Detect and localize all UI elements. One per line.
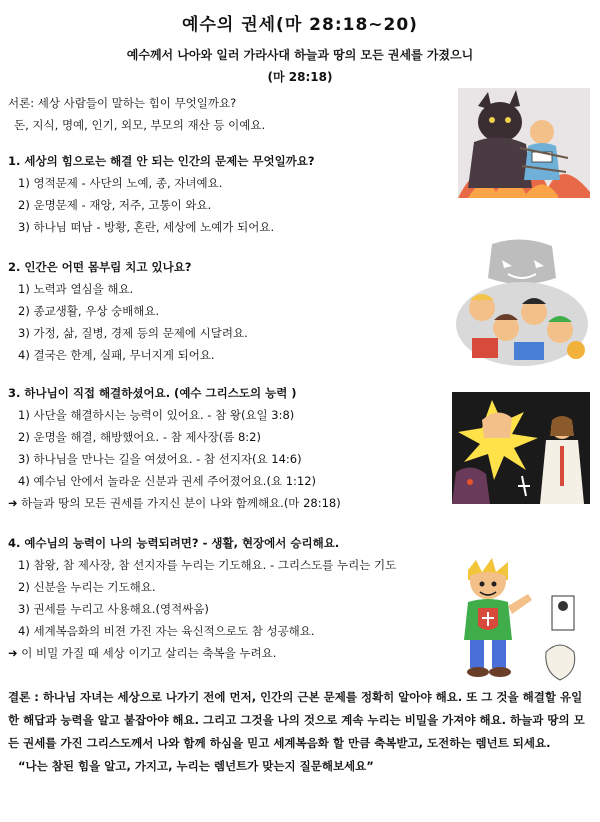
subtitle-line-1: 예수께서 나아와 일러 가라사대 하늘과 땅의 모든 권세를 가졌으니 <box>126 48 474 62</box>
victorious-boy-illustration <box>448 556 590 688</box>
list-item: 1) 참왕, 참 제사장, 참 선지자를 누리는 기도해요. - 그리스도를 누리는 기도 <box>18 558 397 572</box>
section-2-heading: 2. 인간은 어떤 몸부림 치고 있나요? <box>8 260 192 274</box>
list-item: 2) 종교생활, 우상 숭배해요. <box>18 304 160 318</box>
conclusion-block <box>8 686 592 778</box>
section-2 <box>8 256 478 366</box>
intro-answer: 돈, 지식, 명예, 인기, 외모, 부모의 재산 등 이예요. <box>14 118 266 132</box>
intro-block <box>8 92 448 136</box>
struggling-people-illustration <box>452 238 590 368</box>
section-1-heading: 1. 세상의 힘으로는 해결 안 되는 인간의 문제는 무엇일까요? <box>8 154 315 168</box>
subtitle-line-2: (마 28:18) <box>267 70 333 84</box>
conclusion-quote: “나는 참된 힘을 알고, 가지고, 누리는 렘넌트가 맞는지 질문해보세요” <box>18 759 374 773</box>
list-item: 4) 결국은 한계, 실패, 무너지게 되어요. <box>18 348 215 362</box>
list-item: 4) 예수님 안에서 놀라운 신분과 권세 주어졌어요.(요 1:12) <box>18 474 317 488</box>
section-4-heading: 4. 예수님의 능력이 나의 능력되려면? - 생활, 현장에서 승리해요. <box>8 536 340 550</box>
list-item: 1) 노력과 열심을 해요. <box>18 282 134 296</box>
intro-question: 서론: 세상 사람들이 말하는 힘이 무엇일까요? <box>8 96 237 110</box>
list-item: 1) 사단을 해결하시는 능력이 있어요. - 참 왕(요일 3:8) <box>18 408 295 422</box>
page-title: 예수의 권세(마 28:18~20) <box>182 15 418 35</box>
list-item: 3) 하나님을 만나는 길을 여셨어요. - 참 선지자(요 14:6) <box>18 452 302 466</box>
scripture-subtitle <box>0 44 600 88</box>
section-4 <box>8 532 478 664</box>
list-item: 4) 세계복음화의 비젼 가진 자는 육신적으로도 참 성공해요. <box>18 624 315 638</box>
conclusion-text: 결론 : 하나님 자녀는 세상으로 나가기 전에 먼저, 인간의 근본 문제를 정확히 알아야 해요. 또 그 것을 해결할 유일한 해답과 능력을 알고 붙잡아야 해요. 그리고 그것을 나의 것으로 계속 누리는 비밀을 가져야 해요. 하늘과 땅의 모든 권세를 가진 그리스도께서 나와 함께 하심을 믿고 세계복음화 할 만큼 축복받고, 도전하는 렘넌트 되세요. <box>8 690 585 750</box>
christ-victory-illustration <box>452 392 590 504</box>
section-4-list <box>8 554 478 642</box>
section-3-heading: 3. 하나님이 직접 해결하셨어요. (예수 그리스도의 능력 ) <box>8 386 297 400</box>
list-item: 1) 영적문제 - 사단의 노예, 종, 자녀예요. <box>18 176 223 190</box>
section-3-list <box>8 404 478 492</box>
list-item: 3) 가정, 삶, 질병, 경제 등의 문제에 시달려요. <box>18 326 248 340</box>
section-2-list <box>8 278 478 366</box>
devil-bondage-illustration <box>458 88 590 198</box>
section-3 <box>8 382 478 514</box>
list-item: 2) 신분을 누리는 기도해요. <box>18 580 156 594</box>
list-item: 2) 운명문제 - 재앙, 저주, 고통이 와요. <box>18 198 212 212</box>
section-1-list <box>8 172 478 238</box>
list-item: 2) 운명을 해결, 해방했어요. - 참 제사장(롬 8:2) <box>18 430 261 444</box>
list-item: 3) 권세를 누리고 사용해요.(영적싸움) <box>18 602 209 616</box>
section-4-arrow-note: ➜ 이 비밀 가질 때 세상 이기고 살리는 축복을 누려요. <box>8 646 277 660</box>
section-3-arrow-note: ➜ 하늘과 땅의 모든 권세를 가지신 분이 나와 함께해요.(마 28:18) <box>8 496 341 510</box>
section-1 <box>8 150 478 238</box>
list-item: 3) 하나님 떠남 - 방황, 혼란, 세상에 노예가 되어요. <box>18 220 275 234</box>
